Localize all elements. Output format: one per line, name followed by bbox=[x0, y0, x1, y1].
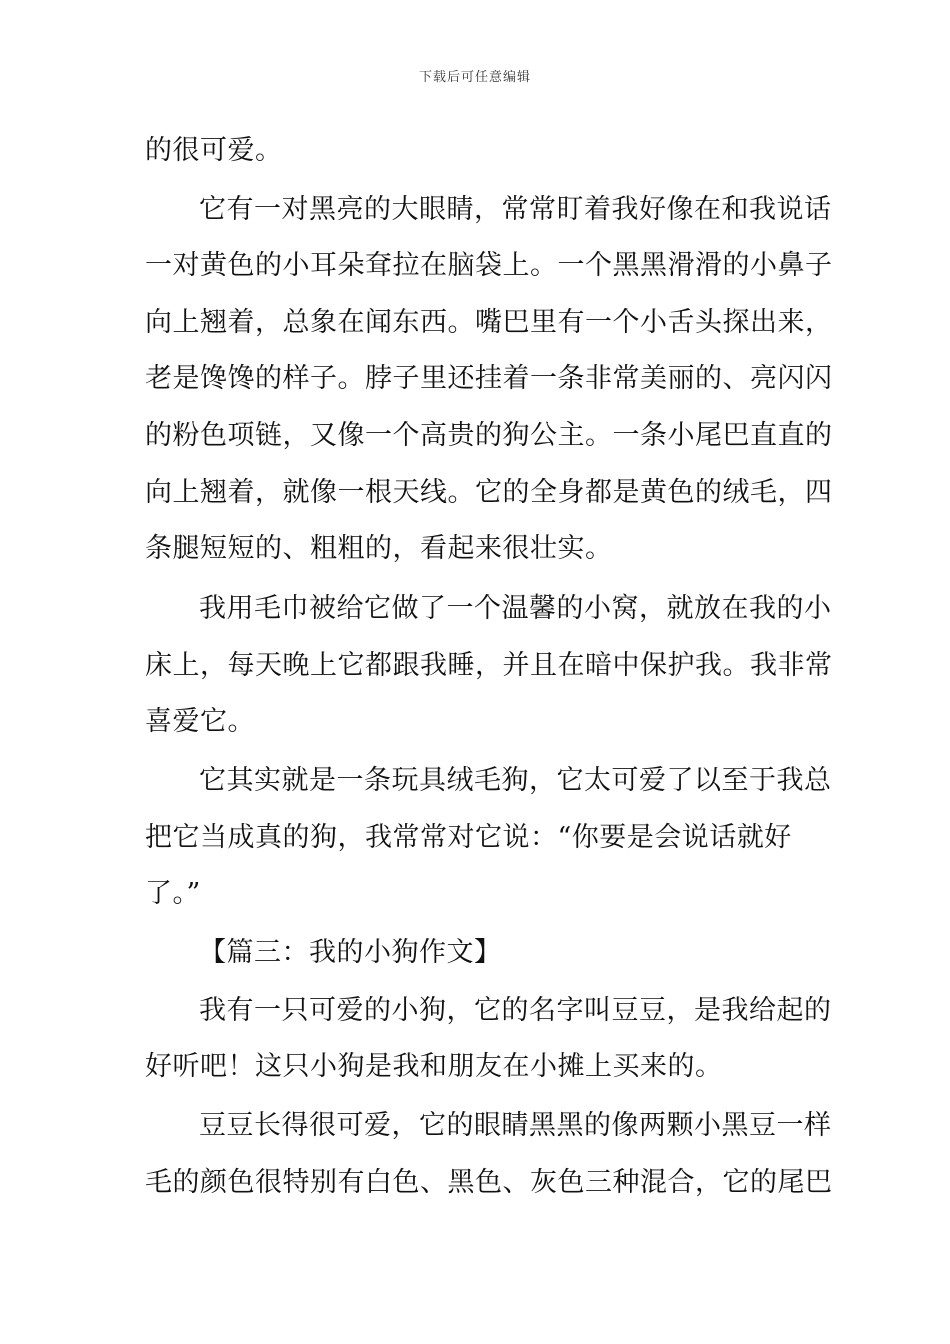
paragraph-first-line: 我用毛巾被给它做了一个温馨的小窝，就放在我的小 bbox=[199, 593, 832, 624]
text-line: 毛的颜色很特别有白色、黑色、灰色三种混合，它的尾巴 bbox=[145, 1167, 833, 1198]
text-line: 了。” bbox=[145, 878, 201, 909]
text-line: 向上翘着，总象在闻东西。嘴巴里有一个小舌头探出来， bbox=[145, 307, 833, 338]
paragraph-first-line: 它有一对黑亮的大眼睛，常常盯着我好像在和我说话 bbox=[199, 194, 832, 225]
text-line: 好听吧！这只小狗是我和朋友在小摊上买来的。 bbox=[145, 1051, 723, 1082]
text-line: 一对黄色的小耳朵耷拉在脑袋上。一个黑黑滑滑的小鼻子 bbox=[145, 250, 833, 281]
text-line: 条腿短短的、粗粗的，看起来很壮实。 bbox=[145, 533, 613, 564]
text-line: 的粉色项链，又像一个高贵的狗公主。一条小尾巴直直的 bbox=[145, 420, 833, 451]
text-line: 向上翘着，就像一根天线。它的全身都是黄色的绒毛，四 bbox=[145, 477, 833, 508]
text-line: 床上，每天晚上它都跟我睡，并且在暗中保护我。我非常 bbox=[145, 650, 833, 681]
section-heading: 【篇三：我的小狗作文】 bbox=[199, 937, 502, 968]
text-line: 把它当成真的狗，我常常对它说：“你要是会说话就好 bbox=[145, 822, 792, 853]
page-header-note: 下载后可任意编辑 bbox=[418, 70, 531, 85]
paragraph-first-line: 它其实就是一条玩具绒毛狗，它太可爱了以至于我总 bbox=[199, 765, 832, 796]
paragraph-first-line: 豆豆长得很可爱，它的眼睛黑黑的像两颗小黑豆一样 bbox=[199, 1110, 832, 1141]
text-line: 喜爱它。 bbox=[145, 706, 255, 737]
text-line: 的很可爱。 bbox=[145, 135, 283, 166]
text-line: 老是馋馋的样子。脖子里还挂着一条非常美丽的、亮闪闪 bbox=[145, 363, 833, 394]
paragraph-first-line: 我有一只可爱的小狗，它的名字叫豆豆，是我给起的 bbox=[199, 995, 832, 1026]
